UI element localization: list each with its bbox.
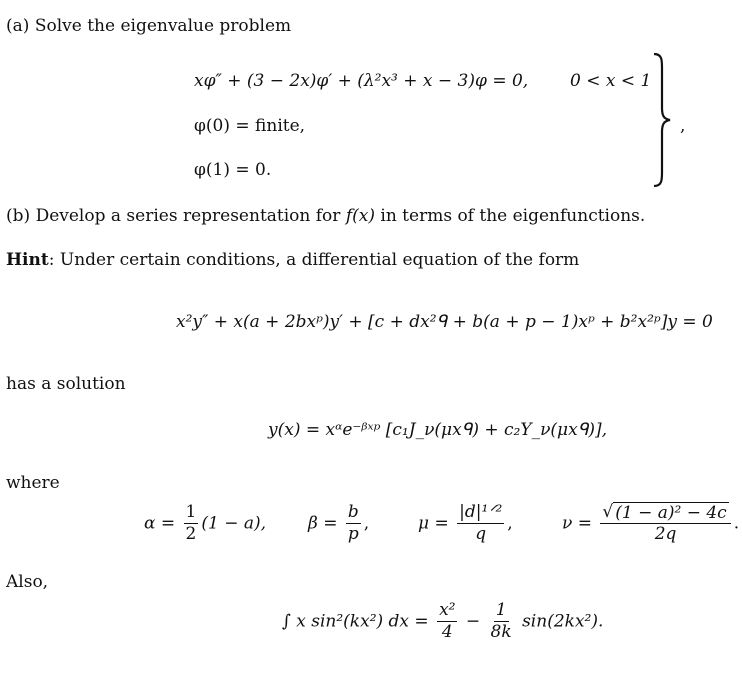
integral-identity	[282, 600, 603, 644]
integral-frac-1-den: 4	[441, 622, 453, 643]
beta-lhs: β =	[308, 513, 338, 534]
alpha-den: 2	[185, 524, 197, 545]
boundary-condition-1: φ(1) = 0.	[194, 160, 272, 180]
nu-den: 2q	[654, 524, 677, 545]
mu-definition	[418, 502, 513, 546]
part-b-fx: f(x)	[345, 206, 375, 226]
nu-radicand: (1 − a)² − 4c	[615, 503, 727, 523]
general-solution: y(x) = xᵅe⁻ᵝˣᵖ [c₁J_ν(μxᑫ) + c₂Y_ν(μxᑫ)],	[268, 420, 608, 440]
integral-frac-2-num: 1	[494, 600, 509, 622]
alpha-fraction	[184, 502, 199, 546]
mu-lhs: μ =	[418, 513, 449, 534]
nu-lhs: ν =	[562, 513, 592, 534]
right-brace-icon	[652, 52, 672, 188]
integral-tail: sin(2kx²).	[522, 611, 604, 632]
beta-num: b	[346, 502, 361, 524]
part-a-label: (a)	[6, 16, 30, 36]
alpha-num: 1	[184, 502, 199, 524]
sqrt-icon: √ (1 − a)² − 4c	[602, 502, 727, 523]
alpha-definition	[144, 502, 266, 546]
mu-num: |d|¹ᐟ²	[457, 502, 504, 524]
beta-den: p	[347, 524, 359, 545]
nu-num	[600, 502, 730, 524]
hint-text: : Under certain conditions, a differential equation of the form	[48, 250, 580, 270]
nu-rest: .	[733, 513, 740, 534]
integral-minus: −	[465, 611, 481, 632]
part-b-text-pre: Develop a series representation for	[35, 206, 346, 226]
mu-den: q	[475, 524, 487, 545]
integral-frac-2	[489, 600, 514, 644]
integral-frac-1	[437, 600, 457, 644]
hint-line	[6, 250, 579, 270]
nu-fraction	[600, 502, 730, 546]
part-a-text: Solve the eigenvalue problem	[34, 16, 292, 36]
nu-definition	[562, 502, 739, 546]
alpha-rest: (1 − a),	[201, 513, 267, 534]
trailing-comma: ,	[680, 116, 686, 136]
hint-label: Hint	[6, 250, 49, 270]
part-a-intro	[6, 16, 291, 36]
beta-definition	[308, 502, 369, 546]
general-ode: x²y″ + x(a + 2bxᵖ)y′ + [c + dx²ᑫ + b(a + p − 1)xᵖ + b²x²ᵖ]y = 0	[176, 312, 713, 332]
integral-lhs: ∫ x sin²(kx²) dx =	[282, 611, 429, 632]
where-text: where	[6, 473, 60, 493]
integral-frac-2-den: 8k	[490, 622, 512, 643]
beta-fraction	[346, 502, 361, 546]
part-b-text-post: in terms of the eigenfunctions.	[374, 206, 646, 226]
ode-equation: xφ″ + (3 − 2x)φ′ + (λ²x³ + x − 3)φ = 0,	[194, 71, 529, 91]
mu-fraction	[457, 502, 504, 546]
has-solution-text: has a solution	[6, 374, 126, 394]
part-b	[6, 206, 645, 226]
ode-domain: 0 < x < 1	[570, 71, 652, 91]
alpha-lhs: α =	[144, 513, 176, 534]
part-b-label: (b)	[6, 206, 31, 226]
beta-rest: ,	[363, 513, 370, 534]
mu-rest: ,	[507, 513, 513, 534]
integral-frac-1-num: x²	[437, 600, 457, 622]
also-text: Also,	[6, 572, 49, 592]
boundary-condition-0: φ(0) = finite,	[194, 116, 306, 136]
